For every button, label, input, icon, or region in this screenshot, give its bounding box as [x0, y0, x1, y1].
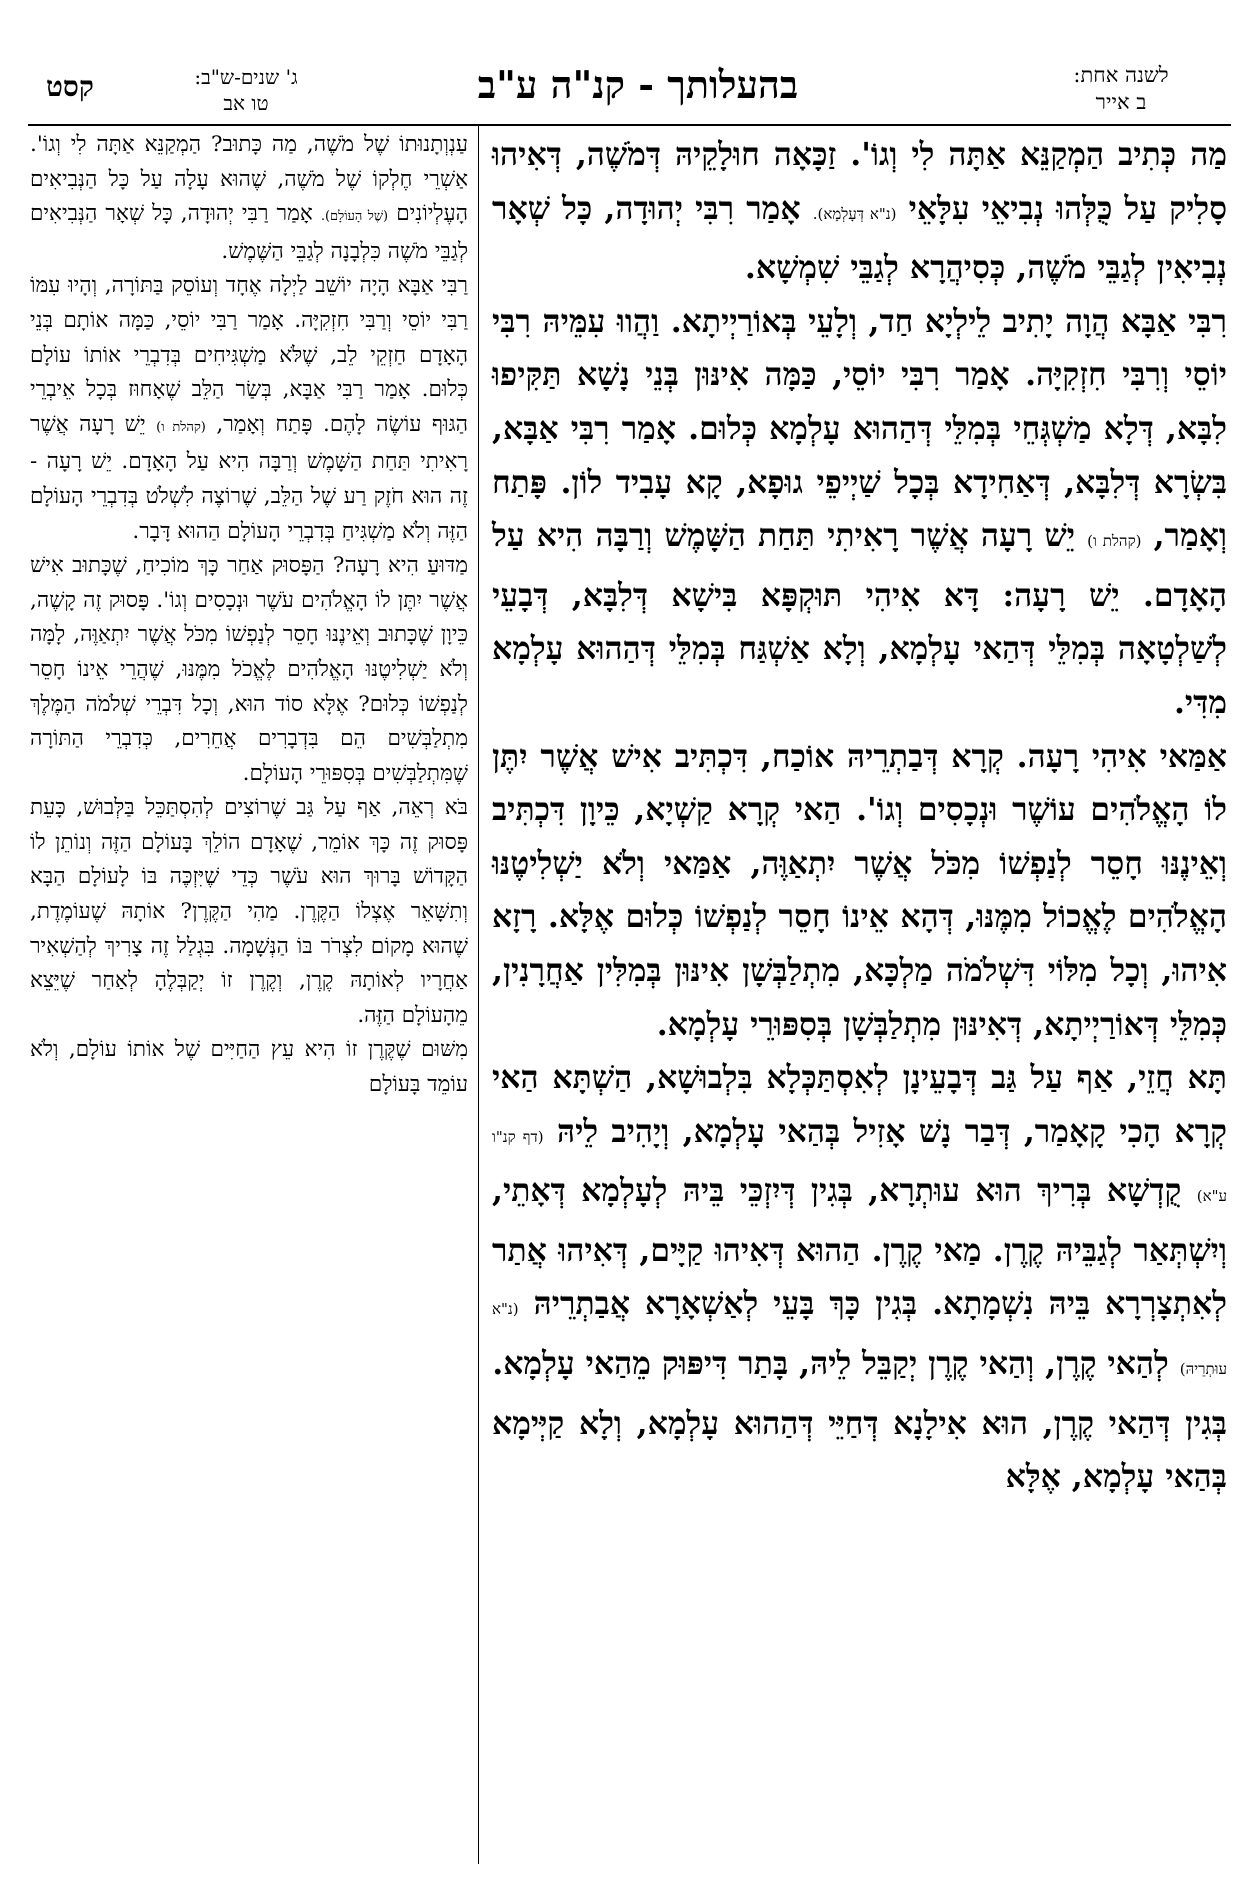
header-divider — [28, 124, 1231, 126]
hebrew-text: אָמַר רַבִּי יְהוּדָה, כָּל שְׁאָר הַנְּבִיאִים לְגַבֵּי מֹשֶׁה כִּלְבָנָה לְגַבֵּי הַשֶּׁמֶשׁ. — [30, 201, 468, 264]
three-year-label: ג' שנים-ש"ב: — [194, 65, 298, 89]
aramaic-text: רִבִּי אַבָּא הֲוָה יָתִיב לֵילְיָא חַד, וְלָעֵי בְּאוֹרַיְיתָא. וַהֲווּ עִמֵּיהּ רִבִּי יוֹסֵי וְרִבִּי חִזְקִיָּה. אָמַר רִבִּי יוֹסֵי, כַּמָּה אִינּוּן בְּנֵי נָשָׁא תַּקִּיפוּ לִבָּא, דְּלָא מַשְׁגְּחֵי בְּמִלֵּי דְּהַהוּא עָלְמָא כְּלוּם. אָמַר רִבִּי אַבָּא, בִּשְׂרָא דְּלִבָּא, דְּאַחִידָא בְּכָל שַׁיְיפֵי גוּפָא, קָא עָבִיד לוֹן. פָּתַח וְאָמַר, — [492, 302, 1227, 555]
hebrew-paragraph — [30, 791, 468, 1033]
three-year-date: טו אב — [223, 91, 269, 115]
hebrew-paragraph — [30, 1033, 468, 1102]
aramaic-text: יֵשׁ רָעָה אֲשֶׁר רָאִיתִי תַּחַת הַשָּׁמֶשׁ וְרַבָּה הִיא עַל הָאָדָם. יֵשׁ רָעָה: דָּא אִיהִי תּוּקְפָּא בִּישָׁא דְּלִבָּא, דְּבָעֵי לְשַׁלְטָאָה בְּמִלֵּי דְּהַאי עָלְמָא, וְלָא אַשְׁגַּח בְּמִלֵּי דְּהַהוּא עָלְמָא מִדִּי. — [492, 517, 1227, 721]
aramaic-column — [492, 128, 1227, 1868]
hebrew-text: רַבִּי אַבָּא הָיָה יוֹשֵׁב לַיְלָה אֶחָד וְעוֹסֵק בַּתּוֹרָה, וְהָיוּ עִמּוֹ רַבִּי יוֹסֵי וְרַבִּי חִזְקִיָּה. אָמַר רַבִּי יוֹסֵי, כַּמָּה אוֹתָם בְּנֵי הָאָדָם חַזְקֵי לֵב, שֶׁלֹּא מַשְׁגִּיחִים בְּדִבְרֵי אוֹתוֹ עוֹלָם כְּלוּם. אָמַר רַבִּי אַבָּא, בְּשַׂר הַלֵּב שֶׁאָחוּז בְּכָל אֵיבְרֵי הַגּוּף עוֹשֶׂה לָהֶם. פָּתַח וְאָמַר, — [30, 273, 469, 437]
three-year-schedule — [156, 64, 336, 116]
aramaic-paragraph — [492, 730, 1227, 1052]
one-year-label: לשנה אחת: — [1073, 63, 1169, 87]
hebrew-text: בֹּא רְאֵה, אַף עַל גַּב שֶׁרוֹצִים לְהִסְתַּכֵּל בַּלְּבוּשׁ, כָּעֵת פָּסוּק זֶה כָּךְ אוֹמֵר, שֶׁאָדָם הוֹלֵךְ בָּעוֹלָם הַזֶּה וְנוֹתֵן לוֹ הַקָּדוֹשׁ בָּרוּךְ הוּא עֹשֶׁר כְּדֵי שֶׁיִּזְכֶּה בּוֹ לָעוֹלָם הַבָּא וְתִשָּׁאֵר אֶצְלוֹ הַקֶּרֶן. מַהִי הַקֶּרֶן? אוֹתָהּ שֶׁעוֹמֶדֶת, שֶׁהוּא מָקוֹם לִצְרֹר בּוֹ הַנְּשָׁמָה. בִּגְלַל זֶה צָרִיךְ לְהַשְׁאִיר אַחֲרָיו לְאוֹתָהּ קֶרֶן, וְקֶרֶן זוֹ יְקַבְּלֶהָ לְאַחַר שֶׁיֵּצֵא מֵהָעוֹלָם הַזֶּה. — [30, 795, 468, 1028]
verse-reference: (קהלת ו) — [1087, 532, 1142, 551]
aramaic-paragraph — [492, 128, 1227, 295]
hebrew-text: מִשּׁוּם שֶׁקֶּרֶן זוֹ הִיא עֵץ הַחַיִּים שֶׁל אוֹתוֹ עוֹלָם, וְלֹא עוֹמֵד בָּעוֹלָם — [30, 1037, 468, 1098]
aramaic-text: מַה כְּתִיב הַמְקַנֵּא אַתָּה לִי וְגוֹ'. זַכָּאָה חוּלָקֵיהּ דְּמֹשֶׁה, דְּאִיהוּ סָלִיק עַל כֻּלְּהוּ נְבִיאֵי עִלָּאֵי — [492, 136, 1227, 227]
aramaic-text: בְּגִין דְּהַאי קֶרֶן, הוּא אִילָנָא דְּחַיֵּי דְּהַהוּא עָלְמָא, וְלָא קַיְּימָא בְּהַאי עָלְמָא, אֶלָּא — [492, 1404, 1227, 1496]
hebrew-paragraph — [30, 269, 468, 549]
hebrew-paragraph — [30, 128, 468, 269]
hebrew-text: עַנְוְתָנוּתוֹ שֶׁל מֹשֶׁה, מַה כָּתוּב? הַמְקַנֵּא אַתָּה לִי וְגוֹ'. אַשְׁרֵי חֶלְקוֹ שֶׁל מֹשֶׁה, שֶׁהוּא עָלָה עַל כָּל הַנְּבִיאִים הָעֶלְיוֹנִים — [30, 132, 468, 227]
variant-note: (שֶׁל הָעוֹלָם). — [320, 209, 389, 225]
one-year-date: ב אייר — [1095, 90, 1147, 114]
aramaic-text: קֻדְשָׁא בְּרִיךְ הוּא עוּתְרָא, בְּגִין דְּיִזְכֵּי בֵּיהּ לְעָלְמָא דְּאָתֵי, וְיִשְׁתְּאַר לְגַבֵּיהּ קֶרֶן. מַאי קֶרֶן. הַהוּא דְּאִיהוּ קַיָּים, דְּאִיהוּ אֲתַר לְאִתְצָרְרָא בֵּיהּ נִשְׁמָתָא. בְּגִין כָּךְ בָּעֵי לְאַשְׁאָרָא אֲבַתְרֵיהּ — [492, 1172, 1228, 1323]
page-title: בהעלותך - קנ"ה ע"ב — [477, 62, 799, 107]
page-header — [28, 62, 1231, 120]
hebrew-text: מַדּוּעַ הִיא רָעָה? הַפָּסוּק אַחַר כָּךְ מוֹכִיחַ, שֶׁכָּתוּב אִישׁ אֲשֶׁר יִתֶּן לוֹ הָאֱלֹהִים עֹשֶׁר וּנְכָסִים וְגוֹ'. פָּסוּק זֶה קָשֶׁה, כֵּיוָן שֶׁכָּתוּב וְאֵינֶנּוּ חָסֵר לְנַפְשׁוֹ מִכֹּל אֲשֶׁר יִתְאַוֶּה, לָמָּה וְלֹא יַשְׁלִיטֶנּוּ הָאֱלֹהִים לֶאֱכֹל מִמֶּנּוּ, שֶׁהֲרֵי אֵינוֹ חָסֵר לְנַפְשׁוֹ כְּלוּם? אֶלָּא סוֹד הוּא, וְכָל דִּבְרֵי שְׁלֹמֹה הַמֶּלֶךְ מִתְלַבְּשִׁים הֵם בִּדְבָרִים אֲחֵרִים, כְּדִבְרֵי הַתּוֹרָה שֶׁמִּתְלַבְּשִׁים בְּסִפּוּרֵי הָעוֹלָם. — [30, 553, 468, 786]
page-number: קסט — [46, 70, 94, 103]
aramaic-text: תָּא חֲזֵי, אַף עַל גַּב דְּבָעֵינָן לְאִסְתַּכְּלָא בִּלְבוּשָׁא, הַשְׁתָּא הַאי קְרָא הָכִי קָאָמַר, דְּבַר נָשׁ אָזִיל בְּהַאי עָלְמָא, וְיָהִיב לֵיהּ — [492, 1059, 1228, 1150]
verse-reference: (קהלת ו) — [156, 419, 206, 435]
variant-note: (נ"א דְּעָלְמָא). — [812, 204, 897, 223]
aramaic-text: לְהַאי קֶרֶן, וְהַאי קֶרֶן יְקַבֵּל לֵיהּ, בָּתַר דִּיפּוּק מֵהַאי עָלְמָא. — [492, 1345, 1169, 1383]
folio-reference: (דף קנ"ו ע"א) — [492, 1127, 1227, 1206]
hebrew-text: יֵשׁ רָעָה אֲשֶׁר רָאִיתִי תַּחַת הַשָּׁמֶשׁ וְרַבָּה הִיא עַל הָאָדָם. יֵשׁ רָעָה - זֶה הוּא חֹזֶק רַע שֶׁל הַלֵּב, שֶׁרוֹצֶה לִשְׁלֹט בְּדִבְרֵי הָעוֹלָם הַזֶּה וְלֹא מַשְׁגִּיחַ בְּדִבְרֵי הָעוֹלָם הַהוּא דָּבָר. — [30, 411, 468, 544]
hebrew-paragraph — [30, 549, 468, 791]
column-divider — [478, 124, 479, 1864]
hebrew-translation-column — [30, 128, 468, 1868]
aramaic-text: אַמַּאי אִיהִי רָעָה. קְרָא דְּבַתְרֵיהּ אוֹכַח, דִּכְתִּיב אִישׁ אֲשֶׁר יִתֶּן לוֹ הָאֱלֹהִים עוֹשֶׁר וּנְכָסִים וְגוֹ'. הַאי קְרָא קַשְׁיָא, כֵּיוָן דִּכְתִּיב וְאֵינֶנּוּ חָסֵר לְנַפְשׁוֹ מִכֹּל אֲשֶׁר יִתְאַוֶּה, אַמַּאי וְלֹא יַשְׁלִיטֶנּוּ הָאֱלֹהִים לֶאֱכוֹל מִמֶּנּוּ, דְּהָא אֵינוֹ חָסֵר לְנַפְשׁוֹ כְּלוּם אֶלָּא. רָזָא אִיהוּ, וְכָל מִלּוֹי דִּשְׁלֹמֹה מַלְכָּא, מִתְלַבְּשָׁן אִינּוּן בְּמִלִּין אַחֲרָנִין, כְּמִלֵּי דְּאוֹרַיְיתָא, דְּאִינּוּן מִתְלַבְּשָׁן בְּסִפּוּרֵי עָלְמָא. — [492, 737, 1227, 1043]
one-year-schedule — [1011, 62, 1231, 116]
header-left — [28, 64, 328, 120]
aramaic-text: אָמַר רִבִּי יְהוּדָה, כָּל שְׁאָר נְבִיאִין לְגַבֵּי מֹשֶׁה, כְּסִיהֲרָא לְגַבֵּי שִׁמְשָׁא. — [492, 189, 1227, 287]
aramaic-paragraph — [492, 1397, 1227, 1504]
variant-note: (נ"א עוּתְרֵיהּ) — [492, 1300, 1227, 1379]
aramaic-paragraph — [492, 295, 1227, 730]
aramaic-paragraph — [492, 1051, 1227, 1397]
